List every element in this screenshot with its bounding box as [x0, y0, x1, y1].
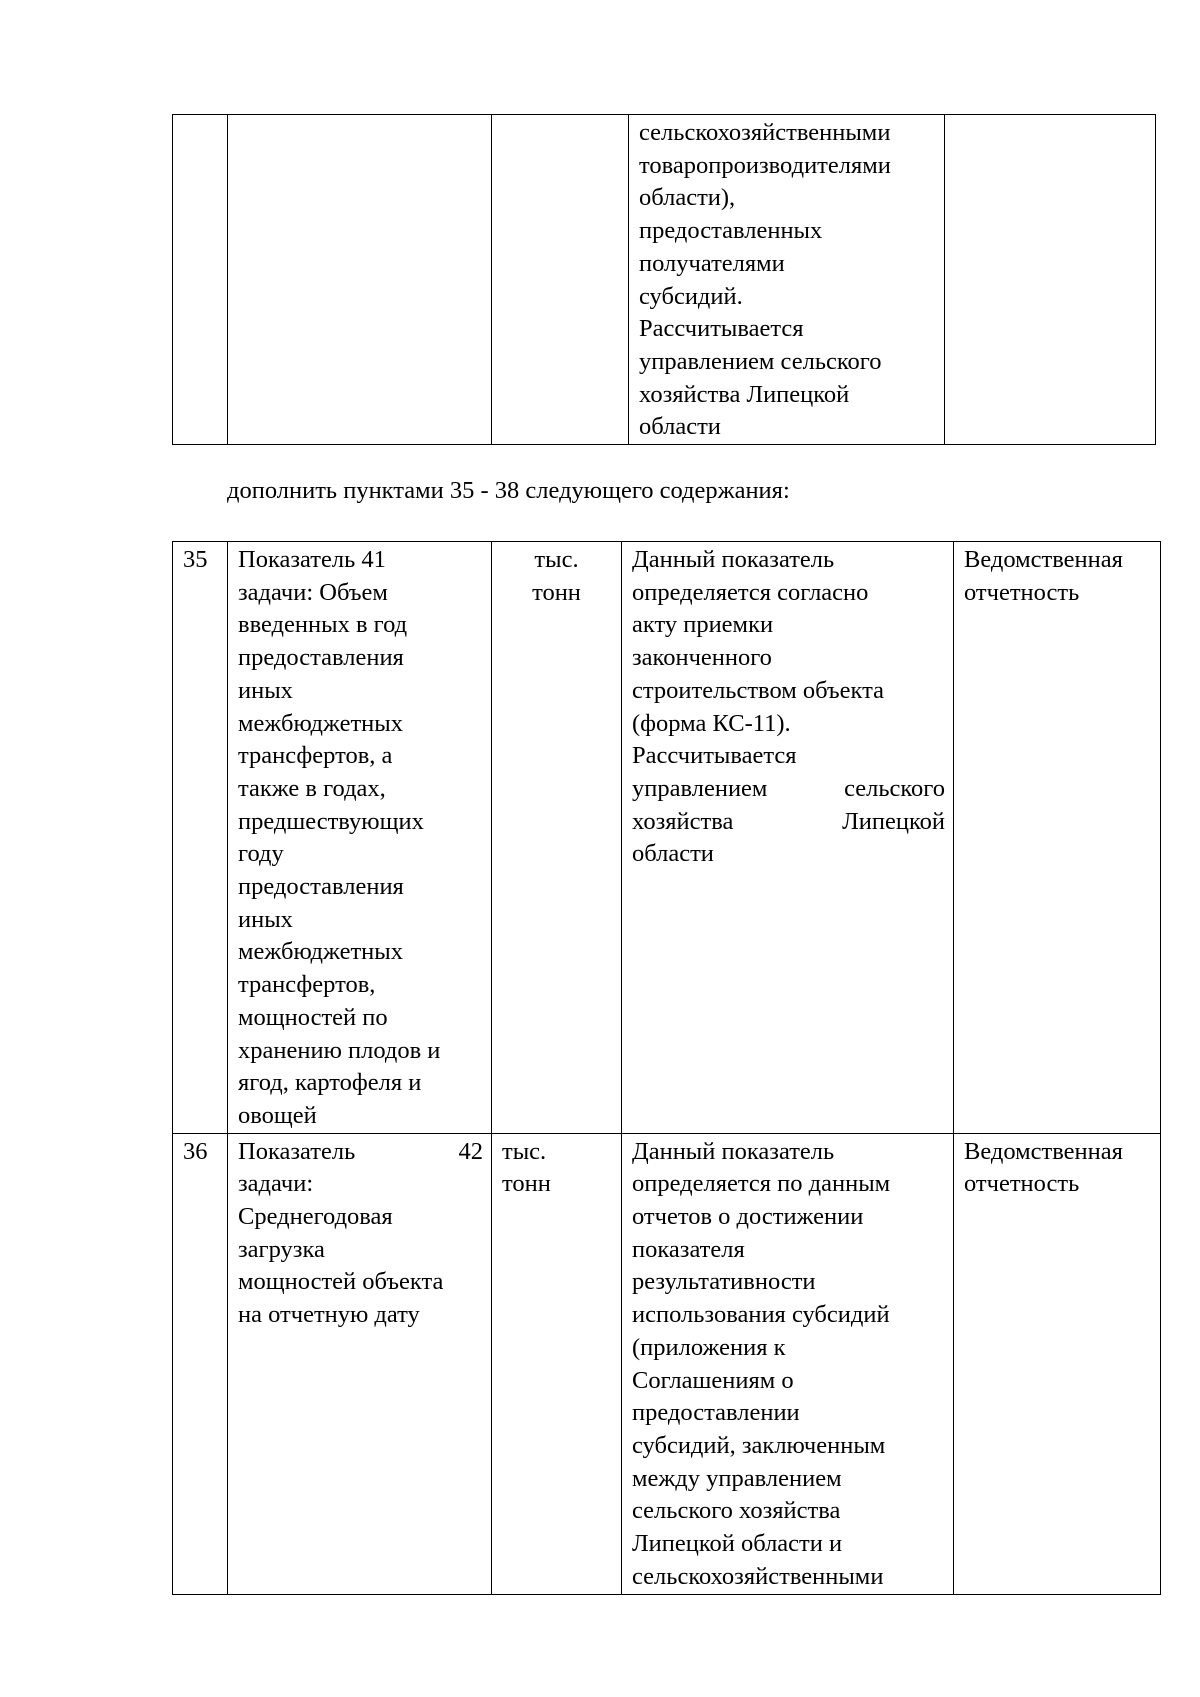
text-line: хозяйства Липецкой — [639, 380, 850, 408]
text-line: ягод, картофеля и — [238, 1069, 422, 1097]
number-cell — [173, 1133, 228, 1594]
continuation-table — [172, 114, 1156, 445]
text-line — [632, 806, 945, 839]
text-line: товаропроизводителями — [639, 151, 891, 179]
text-line: Данный показатель — [632, 546, 835, 573]
row-number: 35 — [183, 546, 208, 573]
text-line: Ведомственная — [964, 546, 1123, 573]
description-cell — [622, 1133, 954, 1594]
text-line: получателями — [639, 249, 785, 277]
text-line: на отчетную дату — [238, 1301, 420, 1329]
text-line: определяется согласно — [632, 578, 869, 606]
text-line: Показатель 41 — [238, 546, 386, 573]
text-line: отчетность — [964, 578, 1080, 606]
text-line: тонн — [502, 1170, 551, 1198]
text-line: межбюджетных — [238, 938, 403, 966]
text-line: (форма КС-11). — [632, 709, 791, 737]
word: сельского — [844, 774, 945, 802]
text-line: предоставленных — [639, 217, 823, 245]
text-line: предшествующих — [238, 807, 424, 835]
text-line: также в годах, — [238, 774, 386, 802]
text-line: межбюджетных — [238, 709, 403, 737]
text-line: тыс. — [534, 546, 579, 573]
source-cell — [954, 1133, 1161, 1594]
text-line: управлением сельского — [639, 347, 882, 375]
number-cell — [173, 115, 228, 445]
text-line: области), — [639, 184, 736, 212]
name-cell — [228, 1133, 492, 1594]
text-line: трансфертов, а — [238, 742, 393, 770]
unit-cell — [492, 542, 622, 1134]
text-line: иных — [238, 905, 293, 933]
text-line: предоставления — [238, 873, 404, 901]
text-line — [238, 1136, 483, 1169]
text-line: строительством объекта — [632, 676, 884, 704]
text-line: мощностей объекта — [238, 1268, 444, 1296]
text-line: тонн — [532, 578, 581, 606]
text-line: сельскохозяйственными — [639, 119, 891, 146]
row-number: 36 — [183, 1137, 208, 1165]
text-line: году — [238, 840, 284, 868]
text-line: законченного — [632, 644, 772, 672]
text-line — [632, 773, 945, 806]
word: Показатель — [238, 1137, 356, 1165]
text-line: акту приемки — [632, 611, 774, 639]
text-line: хранению плодов и — [238, 1036, 441, 1064]
text-line: введенных в год — [238, 611, 408, 639]
text-line: тыс. — [502, 1137, 547, 1165]
word: хозяйства — [632, 807, 734, 835]
text-line: сельского хозяйства — [632, 1497, 841, 1525]
text-line: Рассчитывается — [639, 315, 804, 343]
source-cell — [954, 542, 1161, 1134]
text-line: области — [639, 413, 721, 441]
text-line: сельскохозяйственными — [632, 1562, 884, 1590]
text-line: результативности — [632, 1268, 816, 1296]
text-line: (приложения к — [632, 1333, 786, 1361]
text-line: загрузка — [238, 1235, 325, 1263]
text-line: Данный показатель — [632, 1137, 835, 1165]
text-line: показателя — [632, 1235, 745, 1263]
source-cell — [945, 115, 1156, 445]
text-line: предоставлении — [632, 1399, 800, 1427]
text-line: задачи: Объем — [238, 578, 388, 606]
text-line: Липецкой области и — [632, 1530, 843, 1558]
text-line: отчетов о достижении — [632, 1203, 864, 1231]
text-line: определяется по данным — [632, 1170, 891, 1198]
text-line: Рассчитывается — [632, 742, 797, 770]
table-row — [173, 1133, 1161, 1594]
text-line: предоставления — [238, 644, 404, 672]
name-cell — [228, 542, 492, 1134]
word: 42 — [458, 1137, 483, 1165]
text-line: трансфертов, — [238, 971, 376, 999]
text-line: между управлением — [632, 1464, 842, 1492]
text-line: отчетность — [964, 1170, 1080, 1198]
text-line: Среднегодовая — [238, 1203, 393, 1231]
unit-cell — [492, 1133, 622, 1594]
text-line: области — [632, 840, 714, 868]
table-row — [173, 115, 1156, 445]
table-row — [173, 542, 1161, 1134]
text-line: Ведомственная — [964, 1137, 1123, 1165]
word: управлением — [632, 774, 768, 802]
number-cell — [173, 542, 228, 1134]
text-line: субсидий. — [639, 282, 743, 310]
text-line: иных — [238, 676, 293, 704]
text-line: использования субсидий — [632, 1301, 890, 1329]
name-cell — [228, 115, 492, 445]
intro-paragraph: дополнить пунктами 35 - 38 следующего содержания: — [227, 477, 790, 504]
text-line: Соглашениям о — [632, 1366, 794, 1394]
description-cell — [622, 542, 954, 1134]
text-line: задачи: — [238, 1170, 314, 1198]
text-line: овощей — [238, 1101, 317, 1129]
text-line: субсидий, заключенным — [632, 1431, 886, 1459]
indicators-table — [172, 541, 1161, 1595]
description-cell — [629, 115, 945, 445]
text-line: мощностей по — [238, 1003, 388, 1031]
unit-cell — [492, 115, 629, 445]
word: Липецкой — [842, 807, 945, 835]
